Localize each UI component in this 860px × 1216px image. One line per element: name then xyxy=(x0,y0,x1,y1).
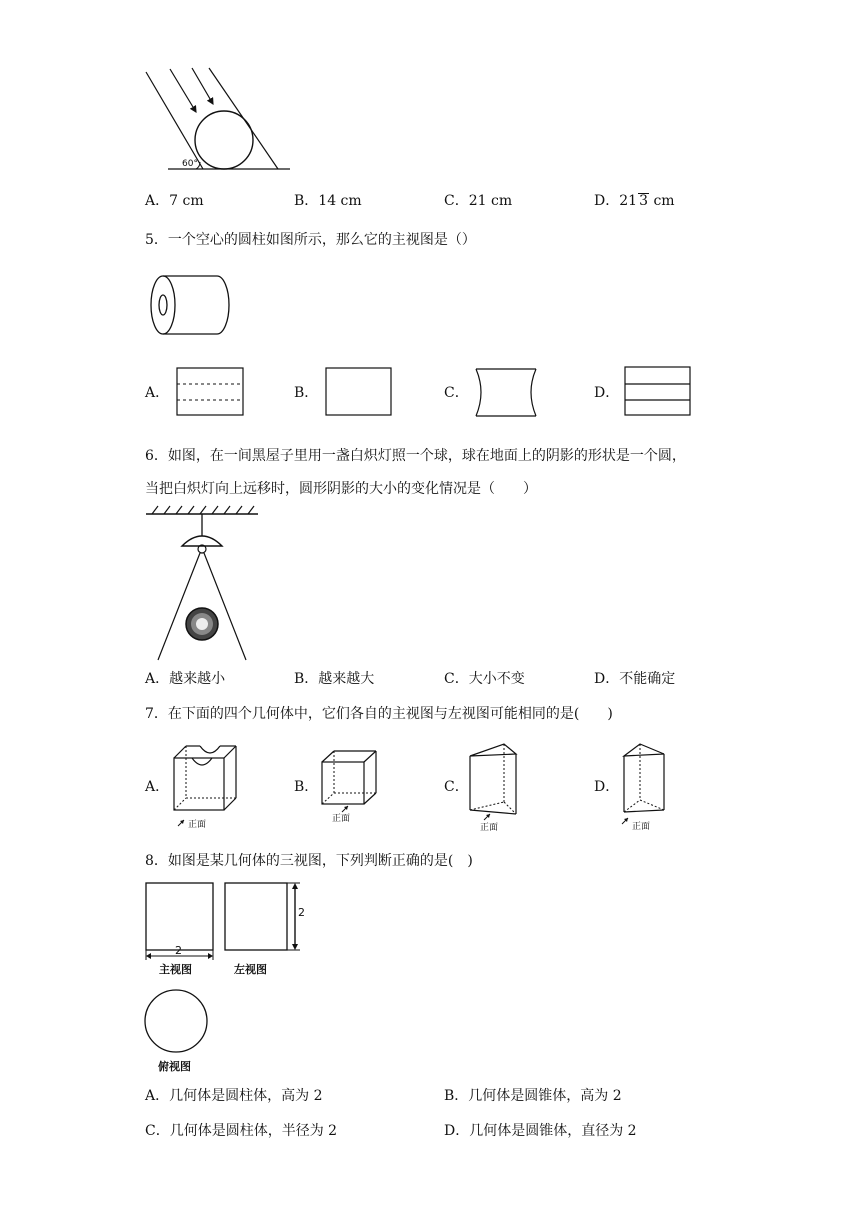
q6-stem-line1: 6．如图，在一间黑屋子里用一盏白炽灯照一个球，球在地面上的阴影的形状是一个圆， xyxy=(145,448,686,464)
q8-option-a: A．几何体是圆柱体，高为 2 xyxy=(145,1088,323,1104)
q6-option-b: B．越来越大 xyxy=(294,671,375,687)
q7-option-a-label: A． xyxy=(145,779,170,795)
q4-option-d: D．21 3 cm xyxy=(594,193,675,209)
q6-option-c: C．大小不变 xyxy=(444,671,525,687)
lamp-ball-figure xyxy=(144,504,260,664)
q7-a-front-label: 正面 xyxy=(188,820,207,830)
front-view-figure xyxy=(143,880,217,976)
q5-option-a-figure xyxy=(176,367,246,417)
q4-ball-shadow-figure xyxy=(140,66,300,176)
q7-option-d-figure xyxy=(618,740,678,832)
q7-option-b-figure xyxy=(318,748,384,824)
q6-option-d: D．不能确定 xyxy=(594,671,676,687)
top-view-caption: 俯视图 xyxy=(158,1060,191,1073)
top-view-figure xyxy=(142,986,216,1076)
q8-option-d: D．几何体是圆锥体，直径为 2 xyxy=(444,1123,637,1139)
q7-option-b-label: B． xyxy=(294,779,319,795)
q4-option-c: C．21 cm xyxy=(444,193,513,209)
front-view-caption: 主视图 xyxy=(159,963,192,976)
q5-stem: 5．一个空心的圆柱如图所示，那么它的主视图是（） xyxy=(145,232,476,248)
q4-option-b: B．14 cm xyxy=(294,193,362,209)
q7-option-d-label: D． xyxy=(594,779,620,795)
hollow-cylinder-figure xyxy=(145,272,235,338)
q5-option-b-label: B． xyxy=(294,385,319,401)
q7-option-c-figure xyxy=(466,740,526,832)
q8-option-c: C．几何体是圆柱体，半径为 2 xyxy=(145,1123,338,1139)
q7-stem: 7．在下面的四个几何体中，它们各自的主视图与左视图可能相同的是( ) xyxy=(145,706,613,722)
q7-b-front-label: 正面 xyxy=(332,814,351,824)
height-dim-label: 2 xyxy=(298,906,305,919)
angle-label: 60° xyxy=(182,159,198,169)
width-dim-label: 2 xyxy=(175,944,182,957)
q5-option-c-figure xyxy=(470,367,542,419)
q6-option-a: A．越来越小 xyxy=(145,671,226,687)
q4-option-a: A．7 cm xyxy=(145,193,204,209)
q5-option-d-figure xyxy=(624,366,696,418)
left-view-caption: 左视图 xyxy=(234,963,267,976)
q5-option-d-label: D． xyxy=(594,385,620,401)
q6-stem-line2: 当把白炽灯向上远移时，圆形阴影的大小的变化情况是（ ） xyxy=(145,481,537,497)
q7-d-front-label: 正面 xyxy=(632,822,651,832)
left-view-figure xyxy=(222,880,308,976)
q8-option-b: B．几何体是圆锥体，高为 2 xyxy=(444,1088,622,1104)
q5-option-a-label: A． xyxy=(145,385,170,401)
q7-option-a-figure xyxy=(170,742,242,830)
q7-c-front-label: 正面 xyxy=(480,823,499,832)
q5-option-c-label: C． xyxy=(444,385,469,401)
q5-option-b-figure xyxy=(325,367,395,417)
q7-option-c-label: C． xyxy=(444,779,469,795)
q8-stem: 8．如图是某几何体的三视图，下列判断正确的是( ) xyxy=(145,853,473,869)
